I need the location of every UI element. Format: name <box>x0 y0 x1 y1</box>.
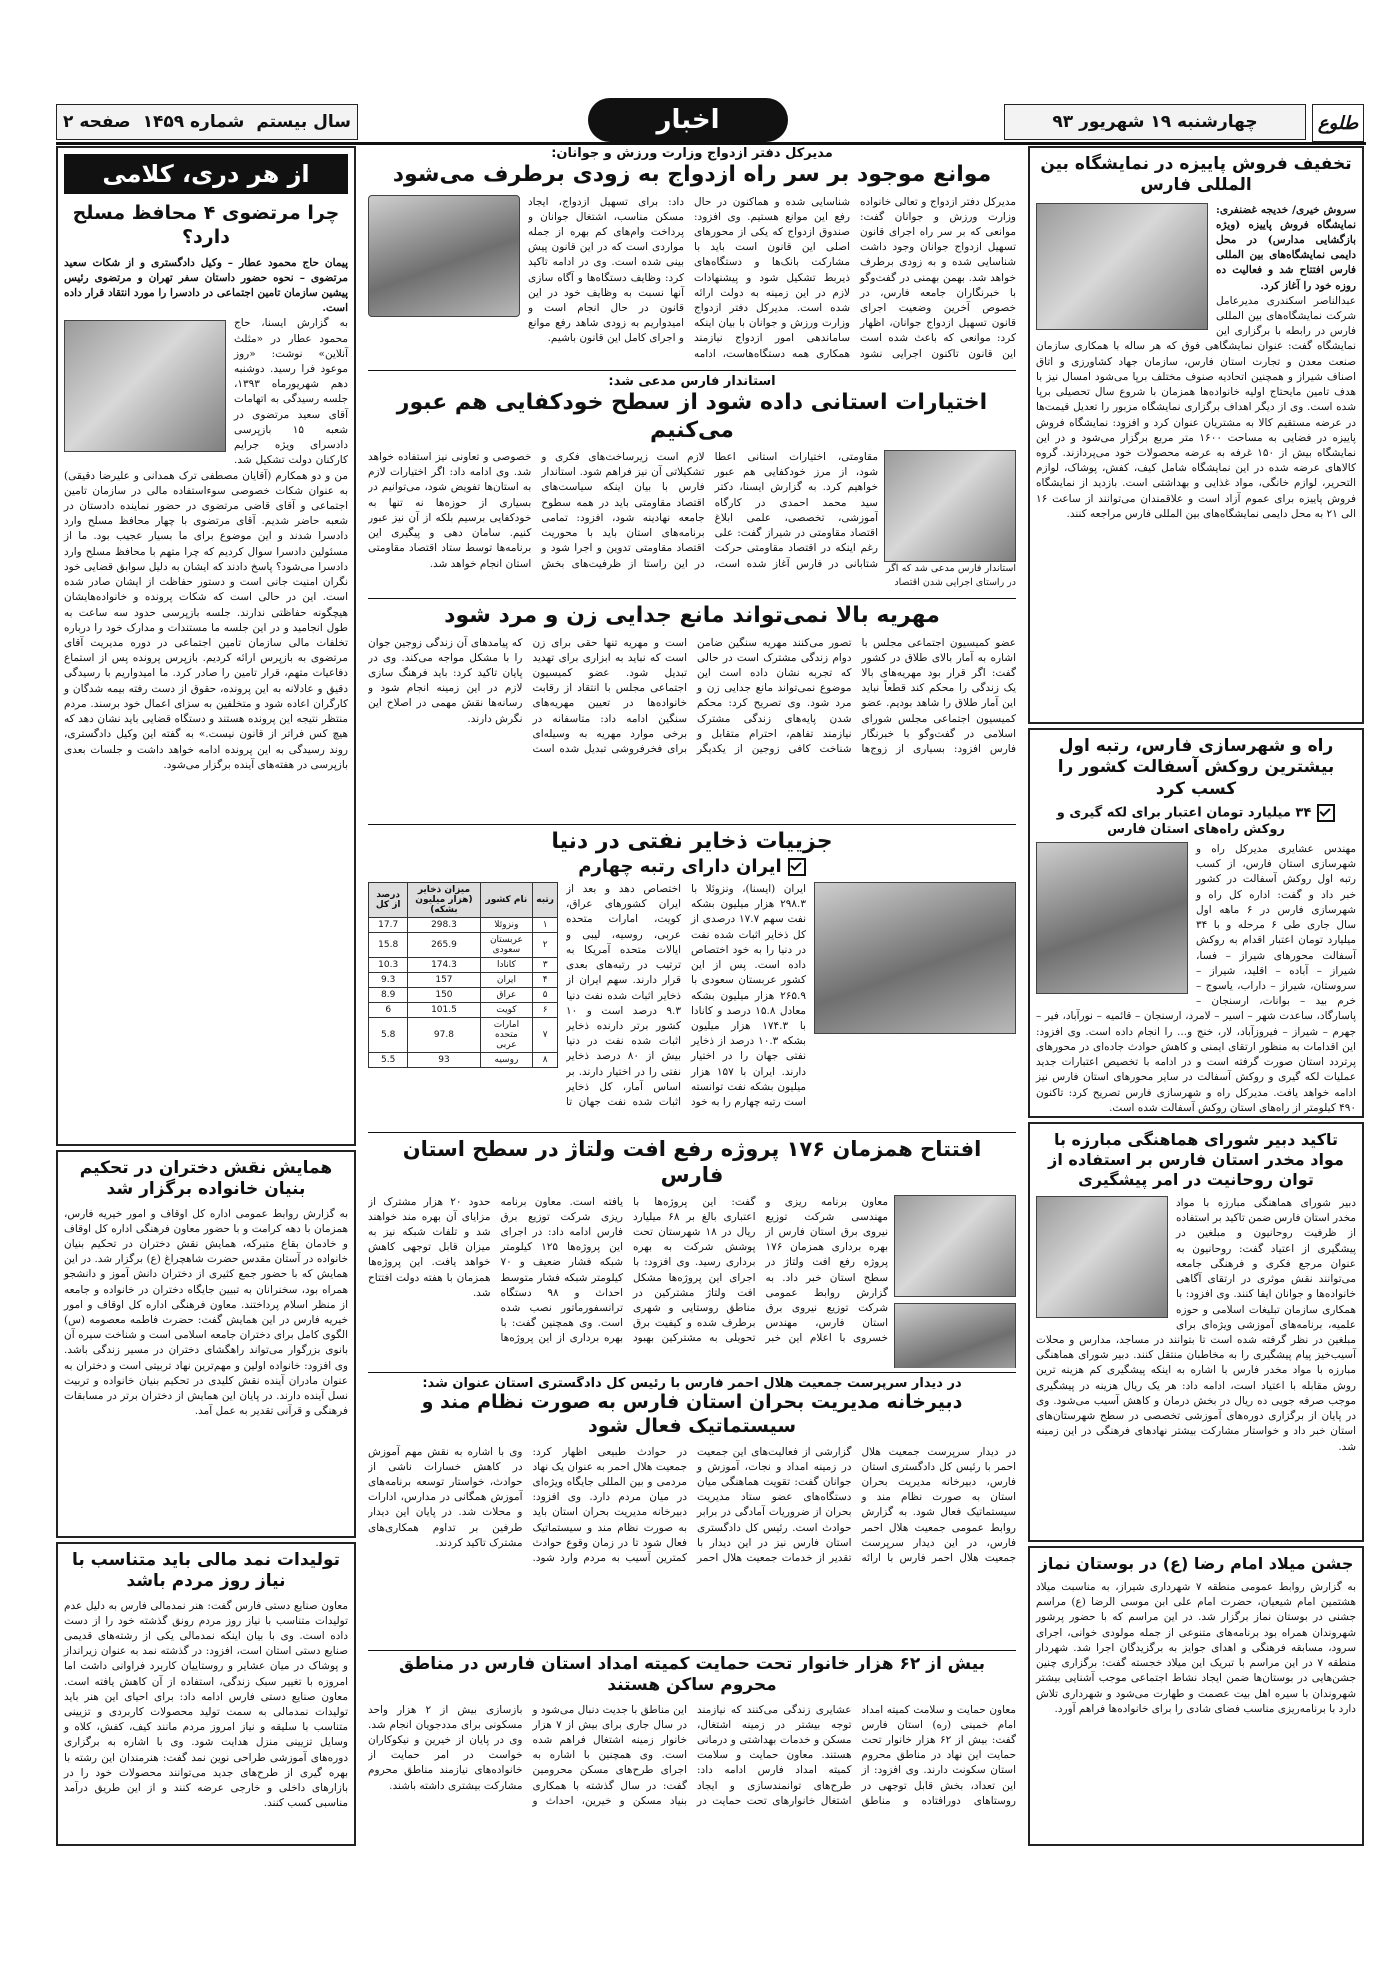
center-article-3 <box>368 602 1016 820</box>
oil-table-cell: 10.3 <box>369 958 408 973</box>
oil-table-cell: 157 <box>408 973 480 988</box>
divider-3 <box>368 824 1016 825</box>
left-article-3 <box>56 1542 356 1846</box>
oil-table-cell: امارات متحده عربی <box>480 1018 533 1053</box>
right-article-3 <box>1028 1122 1364 1542</box>
logo-text: طلوع <box>1317 112 1359 134</box>
left-article-1-body: به گزارش ایسنا، حاج محمود عطار در «مثلث آنلاین» نوشت: «روز موعود فرا رسید. دوشنبه دهم شهریورماه ۱۳۹۳، جلسه رسیدگی به اتهامات آقای سعید مرتضوی در شعبه ۱۵ بازپرسی دادسرای ویژه جرایم کارکنان دولت تشکیل شد. من و دو همکارم (آقایان مصطفی ترک همدانی و علیرضا دقیقی) به عنوان شکات خصوصی سوءاستفاده مالی در سازمان تامین اجتماعی و آقای قاضی مرتضوی در حضور نماینده دادستان در شعبه حاضر شدیم. آقای مرتضوی با چهار محافظ مسلح وارد دادسرا شدند و این موضوع برای ما بسیار عجیب بود. ما از مسئولین دادسرا سوال کردیم که چرا متهم با محافظ مسلح وارد دادسرا می‌شود؟ پاسخ دادند که ایشان به دلیل سوابق قضایی خود نگران امنیت جانی است و دستور حفاظت از ایشان صادر شده است. این در حالی است که شکات پرونده و خانواده‌هایشان هیچگونه حفاظتی ندارند. جلسه بازپرسی حدود سه ساعت به طول انجامید و در این جلسه ما مستندات و مدارک خود را درباره تخلفات مالی سازمان تامین اجتماعی در دوره مدیریت آقای مرتضوی به بازپرس ارائه کردیم. بازپرس پرونده پس از استماع دفاعیات متهم، قرار تامین را صادر کرد. ما امیدواریم با رسیدگی دقیق و عادلانه به این پرونده، حقوق از دست رفته بیمه شدگان و کارگران اعاده شود و متخلفین به سزای اعمال خود برسند. مردم منتظر نتیجه این پرونده هستند و دستگاه قضایی باید نشان دهد که هیچ کس فراتر از قانون نیست.» به گفته این وکیل دادگستری، روند رسیدگی به این پرونده ادامه خواهد داشت و جلسات بعدی بازپرسی در هفته‌های آینده برگزار می‌شود. <box>64 317 349 771</box>
oil-table-row <box>369 958 558 973</box>
right-article-1-title: تخفیف فروش پاییزه در نمایشگاه بین المللی فارس <box>1040 154 1352 196</box>
left-column-box <box>56 146 356 1146</box>
center-article-3-body: عضو کمیسیون اجتماعی مجلس با اشاره به آمار بالای طلاق در کشور گفت: اگر قرار بود مهریه‌های بالا یک زندگی را محکم کند قطعاً نباید این آمار طلاق را شاهد بودیم. عضو کمیسیون اجتماعی مجلس شورای اسلامی در گفت‌وگو با خبرنگار فارس افزود: بسیاری از زوج‌ها تصور می‌کنند مهریه سنگین ضامن دوام زندگی مشترک است در حالی که تجربه نشان داده است این موضوع نمی‌تواند مانع جدایی زن و مرد شود. وی تصریح کرد: محکم شدن پایه‌های زندگی مشترک نیازمند تفاهم، احترام متقابل و شناخت کافی زوجین از یکدیگر است و مهریه تنها حقی برای زن است که نباید به ابزاری برای تهدید تبدیل شود. عضو کمیسیون اجتماعی مجلس با انتقاد از رقابت خانواده‌ها در تعیین مهریه‌های سنگین ادامه داد: متاسفانه در برخی موارد مهریه به وسیله‌ای برای فخرفروشی تبدیل شده است که پیامدهای آن زندگی زوجین جوان را با مشکل مواجه می‌کند. وی در پایان تاکید کرد: باید فرهنگ سازی لازم در این زمینه انجام شود و رسانه‌ها نقش مهمی در اصلاح این نگرش دارند. <box>368 636 1016 756</box>
right-article-4 <box>1028 1546 1364 1846</box>
fair-photo <box>1036 203 1208 330</box>
section-title <box>588 98 788 142</box>
oil-table-cell: 101.5 <box>408 1003 480 1018</box>
date-text: چهارشنبه ۱۹ شهریور ۹۳ <box>1052 112 1258 132</box>
left-article-3-body: معاون صنایع دستی فارس گفت: هنر نمدمالی فارس به دلیل عدم تولیدات متناسب با نیاز روز مردم رونق گذشته خود را از دست داده است. وی با بیان اینکه نمدمالی یکی از رشته‌های قدیمی صنایع دستی استان است، افزود: در گذشته نمد به عنوان زیرانداز و پوشاک در میان عشایر و روستاییان کاربرد فراوانی داشت اما امروزه با تغییر سبک زندگی، استفاده از آن کاهش یافته است. معاون صنایع دستی فارس ادامه داد: برای احیای این هنر باید تولیدات نمدمالی به سمت تولید محصولات کاربردی و تزیینی متناسب با سلیقه و نیاز امروز مردم مانند کیف، کفش، کلاه و وسایل تزیینی منزل هدایت شود. وی با اشاره به برگزاری دوره‌های آموزشی طراحی نوین نمد گفت: هنرمندان این رشته با بهره گیری از طرح‌های جدید می‌توانند محصولات خود را در بازارهای داخلی و خارجی عرضه کنند و از این طریق درآمد مناسبی کسب کنند. <box>64 1599 348 1810</box>
column-title: از هر دری، کلامی <box>102 160 310 188</box>
center-article-6 <box>368 1376 1016 1646</box>
left-article-2-title: همایش نقش دختران در تحکیم بنیان خانواده برگزار شد <box>79 1158 333 1200</box>
center-article-2-kicker: استاندار فارس مدعی شد: <box>608 374 776 389</box>
logo-mark <box>1312 104 1364 142</box>
center-article-5-title: افتتاح همزمان ۱۷۶ پروژه رفع افت ولتاژ در سطح استان فارس <box>402 1137 982 1188</box>
center-article-3-title: مهریه بالا نمی‌تواند مانع جدایی زن و مرد شود <box>444 603 940 628</box>
oil-table-header-cell: درصد از کل <box>369 883 408 918</box>
oil-table-header-cell: رتبه <box>533 883 558 918</box>
center-article-7-title: بیش از ۶۲ هزار خانوار تحت حمایت کمیته امداد استان فارس در مناطق محروم ساکن هستند <box>398 1654 986 1696</box>
center-article-4-body: ایران (ایسنا)، ونزوئلا با ۲۹۸.۳ هزار میلیون بشکه نفت سهم ۱۷.۷ درصدی از کل ذخایر اثبات شده نفت در دنیا را به خود اختصاص داده است. پس از این کشور عربستان سعودی با ۲۶۵.۹ هزار میلیون بشکه معادل ۱۵.۸ درصد و کانادا با ۱۷۴.۳ هزار میلیون بشکه ۱۰.۳ درصد از ذخایر نفتی جهان را در اختیار دارند. ایران با ۱۵۷ هزار میلیون بشکه نفت توانسته است رتبه چهارم را به خود اختصاص دهد و بعد از ایران کشورهای عراق، کویت، امارات متحده عربی، روسیه، لیبی و ایالات متحده آمریکا به ترتیب در رتبه‌های بعدی قرار دارند. سهم ایران از ذخایر اثبات شده نفت دنیا ۹.۳ درصد است و ۱۰ کشور برتر دارنده ذخایر اثبات شده نفت در دنیا بیش از ۸۰ درصد ذخایر نفتی را در اختیار دارند. بر اساس آمار، کل ذخایر اثبات شده نفت جهان تا <box>566 883 806 1109</box>
center-article-6-title: دبیرخانه مدیریت بحران استان فارس به صورت نظام مند و سیستماتیک فعال شود <box>421 1391 963 1437</box>
rings-photo <box>368 195 520 317</box>
oil-table-cell: کویت <box>480 1003 533 1018</box>
center-article-7 <box>368 1654 1016 1844</box>
oil-table-row <box>369 1053 558 1068</box>
governor-photo <box>884 450 1016 562</box>
oil-table-cell: ۴ <box>533 973 558 988</box>
right-article-1 <box>1028 146 1364 724</box>
oil-table-header <box>369 883 558 918</box>
oil-table-cell: 15.8 <box>369 933 408 958</box>
oil-table-cell: ۱ <box>533 918 558 933</box>
oil-table-cell: 9.3 <box>369 973 408 988</box>
oil-table-cell: 150 <box>408 988 480 1003</box>
divider-4 <box>368 1132 1016 1133</box>
right-article-4-body: به گزارش روابط عمومی منطقه ۷ شهرداری شیراز، به مناسبت میلاد هشتمین امام شیعیان، حضرت امام علی ابن موسی الرضا (ع) مراسم جشنی در بوستان نماز برگزار شد. در این مراسم که با حضور پرشور شهروندان همراه بود برنامه‌های متنوعی از جمله مولودی خوانی، اجرای سرود، مسابقه فرهنگی و اهدای جوایز به برگزیدگان اجرا شد. شهردار منطقه ۷ در این مراسم با تبریک این میلاد خجسته گفت: برگزاری چنین جشن‌هایی در بوستان‌ها ضمن ایجاد نشاط اجتماعی موجب آشنایی بیشتر شهروندان با سیره اهل بیت عصمت و طهارت می‌شود و شهرداری تلاش دارد با برنامه‌ریزی مناسب فضای شادی را برای خانواده‌ها فراهم آورد. <box>1036 1581 1357 1715</box>
center-article-5-body: معاون برنامه ریزی و مهندسی شرکت توزیع نیروی برق استان فارس از بهره برداری همزمان ۱۷۶ پروژه رفع افت ولتاژ در سطح استان خبر داد. به گزارش روابط عمومی شرکت توزیع نیروی برق استان فارس، مهندس خسروی با اعلام این خبر گفت: این پروژه‌ها با اعتباری بالغ بر ۶۸ میلیارد ریال در ۱۸ شهرستان تحت پوشش شرکت به بهره برداری رسید. وی افزود: با اجرای این پروژه‌ها مشکل افت ولتاژ مشترکین در مناطق روستایی و شهری برطرف شده و کیفیت برق تحویلی به مشترکین بهبود یافته است. معاون برنامه ریزی شرکت توزیع برق فارس ادامه داد: در اجرای این پروژه‌ها ۱۲۵ کیلومتر شبکه فشار ضعیف و ۷۰ کیلومتر شبکه فشار متوسط احداث و ۹۸ دستگاه ترانسفورماتور نصب شده است. وی همچنین گفت: با بهره برداری از این پروژه‌ها حدود ۲۰ هزار مشترک از مزایای آن بهره مند خواهند شد و تلفات شبکه نیز به میزان قابل توجهی کاهش خواهد یافت. این پروژه‌ها همزمان با هفته دولت افتتاح شد. <box>368 1195 888 1345</box>
oil-table-cell: ۸ <box>533 1053 558 1068</box>
header-rule <box>56 142 1366 145</box>
column-title-banner <box>64 154 348 194</box>
left-article-1-title: چرا مرتضوی ۴ محافظ مسلح دارد؟ <box>72 202 340 248</box>
oil-table-cell: روسیه <box>480 1053 533 1068</box>
center-article-1-title: موانع موجود بر سر راه ازدواج به زودی برطرف می‌شود <box>392 162 992 187</box>
oil-table-cell: 97.8 <box>408 1018 480 1053</box>
governor-caption: استاندار فارس مدعی شد که اگر در راستای اجرایی شدن اقتصاد <box>886 563 1016 588</box>
oil-table-row <box>369 1003 558 1018</box>
oil-table-cell: 5.5 <box>369 1053 408 1068</box>
divider-1 <box>368 370 1016 371</box>
divider-6 <box>368 1650 1016 1651</box>
right-article-3-body: دبیر شورای هماهنگی مبارزه با مواد مخدر استان فارس ضمن تاکید بر استفاده از ظرفیت روحانیون و مبلغین در پیشگیری از اعتیاد گفت: روحانیون به عنوان مرجع فکری و فرهنگی جامعه می‌توانند نقش موثری در ارتقای آگاهی خانواده‌ها و جوانان ایفا کنند. وی افزود: با همکاری سازمان تبلیغات اسلامی و حوزه علمیه، برنامه‌های آموزشی ویژه‌ای برای مبلغین در نظر گرفته شده است تا بتوانند در مساجد، مدارس و محلات آسیب‌خیز پیام پیشگیری را به مخاطبان منتقل کنند. دبیر شورای هماهنگی مبارزه با مواد مخدر فارس با اشاره به اینکه پیشگیری کم هزینه ترین روش مقابله با اعتیاد است، ادامه داد: هر یک ریال هزینه در پیشگیری موجب صرفه جویی ده ریال در بخش درمان و کاهش آسیب می‌شود. وی در پایان از برگزاری دوره‌های آموزشی تخصصی در سطح شهرستان‌های استان خبر داد و خواستار مشارکت بیشتر نهادهای فرهنگی در این زمینه شد. <box>1036 1197 1356 1453</box>
right-article-2-subtitle <box>1036 804 1356 838</box>
attorney-photo <box>64 320 226 452</box>
issue-text: شماره ۱۴۵۹ <box>142 112 245 132</box>
ceremony-photo <box>894 1303 1016 1369</box>
right-article-2-sub: ۳۴ میلیارد تومان اعتبار برای لکه گیری و روکش راه‌های استان فارس <box>1056 805 1312 837</box>
oil-table-row <box>369 988 558 1003</box>
issue-box <box>56 104 358 140</box>
oil-table-cell: ۷ <box>533 1018 558 1053</box>
center-article-5 <box>368 1136 1016 1368</box>
right-article-2-body: مهندس عشایری مدیرکل راه و شهرسازی استان فارس، از کسب رتبه اول روکش آسفالت در کشور خبر داد و گفت: اداره کل راه و شهرسازی فارس در ۶ ماهه اول سال جاری طی ۶ مرحله و با ۳۴ میلیارد تومان اعتبار اقدام به روکش آسفالت محورهای شیراز – فسا، شیراز – آباده – اقلید، شیراز – سروستان، شیراز – داراب، یاسوج – خرم بید – بوانات، ارسنجان – پاسارگاد، ساعدت شهر – اسیر – لامرد، ارسنجان – قائمیه – نورآباد، فیر – جهرم – شیراز – فیروزآباد، لار، خنج و... را انجام داده است. وی افزود: این اقدامات به منظور ارتقای ایمنی و کاهش حوادث جاده‌ای در محورهای پرتردد استان صورت گرفته است و در ادامه با تخصیص اعتبارات جدید عملیات لکه گیری و روکش آسفالت در سایر محورهای استان فارس نیز ادامه خواهد یافت. مدیرکل راه و شهرسازی فارس تصریح کرد: تاکنون ۴۹۰ کیلومتر از راه‌های استان روکش آسفالت شده است. <box>1036 843 1356 1114</box>
center-article-6-body: در دیدار سرپرست جمعیت هلال احمر با رئیس کل دادگستری استان فارس، دبیرخانه مدیریت بحران استان به صورت نظام مند و سیستماتیک فعال شود. به گزارش روابط عمومی جمعیت هلال احمر فارس، در این دیدار سرپرست جمعیت هلال احمر فارس با ارائه گزارشی از فعالیت‌های این جمعیت در زمینه امداد و نجات، آموزش و جوانان گفت: تقویت هماهنگی میان دستگاه‌های عضو ستاد مدیریت بحران از ضروریات آمادگی در برابر حوادث است. رئیس کل دادگستری استان فارس نیز در این دیدار با تقدیر از خدمات جمعیت هلال احمر در حوادث طبیعی اظهار کرد: جمعیت هلال احمر به عنوان یک نهاد مردمی و بین المللی جایگاه ویژه‌ای در میان مردم دارد. وی افزود: دبیرخانه مدیریت بحران استان باید به صورت نظام مند و سیستماتیک فعال شود تا در زمان وقوع حوادث کمترین آسیب به مردم وارد شود. وی با اشاره به نقش مهم آموزش در کاهش خسارات ناشی از حوادث، خواستار توسعه برنامه‌های آموزش همگانی در مدارس، ادارات و محلات شد. در پایان این دیدار طرفین بر تداوم همکاری‌های مشترک تاکید کردند. <box>368 1445 1016 1565</box>
oil-table-cell: ۵ <box>533 988 558 1003</box>
section-title-text: اخبار <box>656 105 720 135</box>
oil-table-header-cell: نام کشور <box>480 883 533 918</box>
center-article-2-body: مقاومتی، اختیارات استانی اعطا شود، از مرز خودکفایی هم عبور خواهیم کرد. به گزارش ایسنا، دکتر سید محمد احمدی در کارگاه آموزشی، تخصصی، علمی ابلاغ اقتصاد مقاومتی در شیراز گفت: علی رغم اینکه در اقتصاد مقاومتی حرکت شتابانی در فارس آغاز شده است، لازم است زیرساخت‌های فکری و تشکیلاتی آن نیز فراهم شود. استاندار فارس با بیان اینکه سیاست‌های اقتصاد مقاومتی باید در همه سطوح جامعه نهادینه شود، افزود: تمامی برنامه‌های استان باید با محوریت اقتصاد مقاومتی تدوین و اجرا شود و در این راستا از ظرفیت‌های بخش خصوصی و تعاونی نیز استفاده خواهد شد. وی ادامه داد: اگر اختیارات لازم به استان‌ها تفویض شود، می‌توانیم در بسیاری از حوزه‌ها نه تنها به خودکفایی برسیم بلکه از آن نیز عبور کنیم. سامان دهی و پیگیری این برنامه‌ها توسط ستاد اقتصاد مقاومتی استان انجام خواهد شد. <box>368 451 878 570</box>
right-article-3-title: تاکید دبیر شورای هماهنگی مبارزه با مواد مخدر استان فارس بر استفاده از توان روحانیت در امر پیشگیری <box>1048 1130 1344 1189</box>
oil-table-row <box>369 973 558 988</box>
oil-table-cell: کانادا <box>480 958 533 973</box>
oil-table-cell: ۲ <box>533 933 558 958</box>
checkbox-icon <box>1317 804 1335 822</box>
oil-table-row <box>369 933 558 958</box>
oil-photo <box>814 882 1016 1034</box>
center-article-1 <box>368 146 1016 366</box>
oil-table-cell: ونزوئلا <box>480 918 533 933</box>
left-article-1-lead: پیمان حاج محمود عطار – وکیل دادگستری و از شکات سعید مرتضوی – نحوه حضور داستان سفر تهران و مرتضوی رئیس پیشین سازمان تامین اجتماعی در دادسرا را مورد انتقاد قرار داده است. <box>64 256 348 315</box>
right-article-2-title: راه و شهرسازی فارس، رتبه اول بیشترین روکش آسفالت کشور را کسب کرد <box>1057 736 1335 799</box>
oil-table <box>368 882 558 1068</box>
oil-table-cell: 93 <box>408 1053 480 1068</box>
oil-table-cell: ایران <box>480 973 533 988</box>
oil-table-cell: ۶ <box>533 1003 558 1018</box>
oil-table-cell: 17.7 <box>369 918 408 933</box>
engineer-photo <box>894 1195 1016 1297</box>
right-article-1-lead: سروش خیری/ خدیجه غضنفری: نمایشگاه فروش پاییزه (ویژه بازگشایی مدارس) در محل دایمی نمایشگاه‌های بین المللی فارس افتتاح شد و فعالیت ده روزه خود را آغاز کرد. <box>1216 203 1356 292</box>
oil-table-cell: عراق <box>480 988 533 1003</box>
road-photo <box>1036 842 1188 994</box>
center-article-4-title: جزییات ذخایر نفتی در دنیا <box>551 829 833 854</box>
oil-table-cell: ۳ <box>533 958 558 973</box>
oil-table-cell: عربستان سعودی <box>480 933 533 958</box>
divider-5 <box>368 1372 1016 1373</box>
date-box <box>1004 104 1306 140</box>
meeting-photo <box>1036 1196 1168 1318</box>
right-article-2 <box>1028 728 1364 1118</box>
center-article-1-kicker: مدیرکل دفتر ازدواج وزارت ورزش و جوانان: <box>551 146 833 161</box>
oil-table-cell: 6 <box>369 1003 408 1018</box>
oil-table-cell: 265.9 <box>408 933 480 958</box>
center-article-7-body: معاون حمایت و سلامت کمیته امداد امام خمینی (ره) استان فارس گفت: بیش از ۶۲ هزار خانوار تحت حمایت این نهاد در مناطق محروم استان سکونت دارند. وی افزود: از این تعداد، بخش قابل توجهی در روستاهای دورافتاده و مناطق عشایری زندگی می‌کنند که نیازمند توجه بیشتر در زمینه اشتغال، مسکن و خدمات بهداشتی و درمانی هستند. معاون حمایت و سلامت کمیته امداد فارس ادامه داد: طرح‌های توانمندسازی و ایجاد اشتغال خانوارهای تحت حمایت در این مناطق با جدیت دنبال می‌شود و در سال جاری برای بیش از ۷ هزار خانوار زمینه اشتغال فراهم شده است. وی همچنین با اشاره به اجرای طرح‌های مسکن محرومین گفت: در سال گذشته با همکاری بنیاد مسکن و خیرین، احداث و بازسازی بیش از ۲ هزار واحد مسکونی برای مددجویان انجام شد. وی در پایان از خیرین و نیکوکاران خواست در امر حمایت از خانواده‌های نیازمند مناطق محروم مشارکت بیشتری داشته باشند. <box>368 1703 1016 1807</box>
divider-2 <box>368 598 1016 599</box>
center-article-6-kicker: در دیدار سرپرست جمعیت هلال احمر فارس با رئیس کل دادگستری استان عنوان شد: <box>422 1376 962 1391</box>
year-text: سال بیستم <box>256 112 351 132</box>
center-article-2-title: اختیارات استانی داده شود از سطح خودکفایی هم عبور می‌کنیم <box>396 390 988 443</box>
oil-table-cell: 174.3 <box>408 958 480 973</box>
oil-table-cell: 8.9 <box>369 988 408 1003</box>
center-article-1-body: مدیرکل دفتر ازدواج و تعالی خانواده وزارت ورزش و جوانان گفت: موانعی که بر سر راه اجرای قانون تسهیل ازدواج جوانان وجود داشت شناسایی شده و به زودی برطرف خواهد شد. بهمن بهمنی در گفت‌وگو با خبرنگاران جامعه فارس، در خصوص آخرین وضعیت اجرای قانون تسهیل ازدواج جوانان، اظهار کرد: موانعی که باعث شده است این قانون تاکنون اجرایی نشود شناسایی شده و هماکنون در حال رفع این موانع هستیم. وی افزود: صندوق ازدواج که یکی از محورهای اصلی این قانون است باید با مشارکت بانک‌ها و دستگاه‌های ذیربط تشکیل شود و پیشنهادات لازم در این زمینه به دولت ارائه شده است. مدیرکل دفتر ازدواج وزارت ورزش و جوانان با بیان اینکه ساماندهی امور ازدواج نیازمند همکاری همه دستگاه‌هاست، ادامه داد: برای تسهیل ازدواج، ایجاد مسکن مناسب، اشتغال جوانان و پرداخت وام‌های کم بهره از جمله مواردی است که در این قانون پیش بینی شده است. وی در ادامه تاکید کرد: وظایف دستگاه‌ها و آگاه سازی آنها نسبت به وظایف خود در این قانون در حال انجام است و امیدواریم به زودی شاهد رفع موانع و اجرای کامل این قانون باشیم. <box>528 195 1016 360</box>
right-article-4-title: جشن میلاد امام رضا (ع) در بوستان نماز <box>1038 1554 1354 1573</box>
page-text: صفحه ۲ <box>63 112 131 132</box>
oil-table-cell: 298.3 <box>408 918 480 933</box>
oil-table-cell: 5.8 <box>369 1018 408 1053</box>
center-article-4-sub: ایران دارای رتبه چهارم <box>578 855 782 877</box>
checkbox-icon <box>788 858 806 876</box>
left-article-2 <box>56 1150 356 1538</box>
right-article-1-body: عبدالناصر اسکندری مدیرعامل شرکت نمایشگاه‌های بین المللی فارس در رابطه با برگزاری این نمایشگاه گفت: عنوان نمایشگاهی فوق که هر ساله با همکاری سازمان صنعت معدن و تجارت استان فارس، سازمان جهاد کشاورزی و اتاق اصناف شیراز و همچنین اتحادیه صنوف مختلف برپا می‌شود امسال نیز با هدف تامین مایحتاج اولیه خانواده‌ها همزمان با شروع سال تحصیلی برپا شده است. وی از دیگر اهداف برگزاری نمایشگاه مزبور را تعدیل قیمت‌ها در عرضه مستقیم کالا به مشتریان عنوان کرد و افزود: نمایشگاه فروش پاییزه در فضایی به مساحت ۱۶۰۰ متر مربع برگزار می‌شود و در این نمایشگاه بیش از ۱۵۰ غرفه به عرضه محصولات خود می‌پردازند. گروه کالاهای عرضه شده در این نمایشگاه شامل کیف، کفش، پوشاک، لوازم التحریر، لوازم خانگی، مواد غذایی و بهداشتی است. بازدید از نمایشگاه فروش پاییزه برای عموم آزاد است و علاقمندان می‌توانند از ساعت ۱۶ الی ۲۱ به محل دایمی نمایشگاه‌های بین المللی فارس مراجعه کنند. <box>1036 294 1356 520</box>
center-article-4 <box>368 828 1016 1128</box>
center-article-4-subtitle <box>368 856 1016 879</box>
center-article-2 <box>368 374 1016 594</box>
left-article-3-title: تولیدات نمد مالی باید متناسب با نیاز روز مردم باشد <box>71 1550 340 1592</box>
oil-table-row <box>369 1018 558 1053</box>
oil-table-header-cell: میزان ذخایر (هزار میلیون بشکه) <box>408 883 480 918</box>
oil-table-row <box>369 918 558 933</box>
left-article-2-body: به گزارش روابط عمومی اداره کل اوقاف و امور خیریه فارس، همزمان با دهه کرامت و با حضور معاون فرهنگی اداره کل اوقاف و خادمان بقاع متبرکه، همایش نقش دختران در تحکیم بنیان خانواده در آستان مقدس حضرت شاهچراغ (ع) برگزار شد. در این همایش که با حضور جمع کثیری از دختران دانش آموز و دانشجو همراه بود، سخنرانان به تبیین جایگاه دختران در خانواده و جامعه از منظر اسلام پرداختند. معاون فرهنگی اداره کل اوقاف و امور خیریه فارس در این همایش گفت: حضرت فاطمه معصومه (س) الگوی کامل برای دختران جامعه اسلامی است و شناخت سیره آن بانوی بزرگوار می‌تواند راهگشای دختران در مسیر زندگی باشد. وی افزود: خانواده اولین و مهم‌ترین نهاد تربیتی است و دختران به عنوان مادران آینده نقش کلیدی در تحکیم بنیان خانواده و تربیت نسل آینده دارند. در پایان این همایش از دختران برتر در مسابقات فرهنگی و قرآنی تقدیر به عمل آمد. <box>64 1207 348 1418</box>
oil-reserves-table <box>368 882 558 1122</box>
